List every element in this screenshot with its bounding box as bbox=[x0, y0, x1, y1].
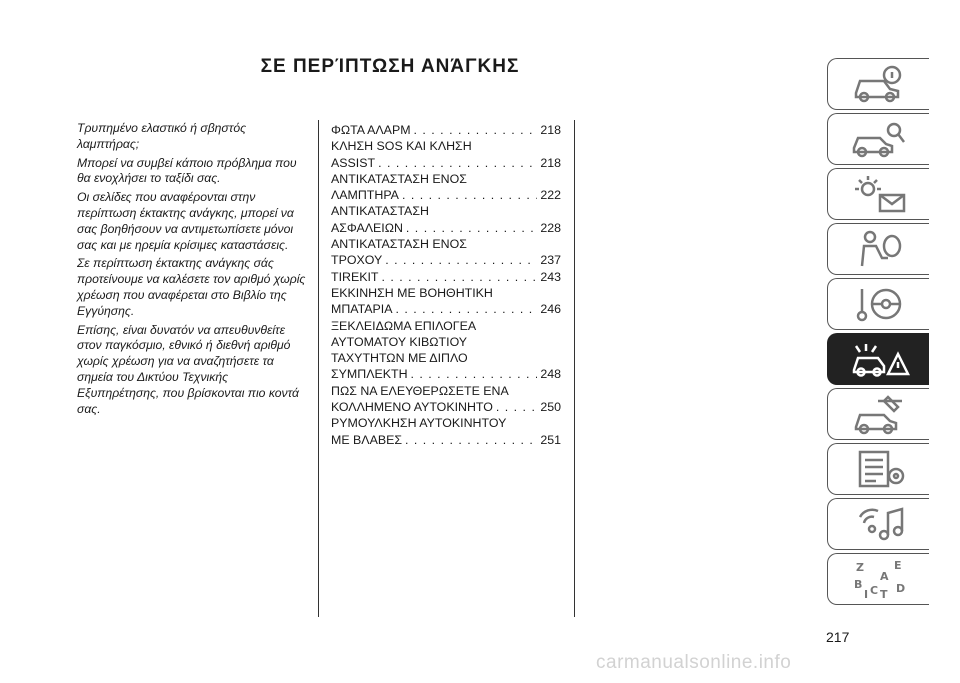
intro-text bbox=[77, 121, 309, 420]
table-of-contents bbox=[331, 122, 561, 448]
index-letter: E bbox=[893, 559, 902, 572]
toc-entry[interactable] bbox=[331, 122, 561, 138]
toc-leader-dots bbox=[396, 301, 538, 317]
emergency-car-icon bbox=[848, 338, 910, 380]
toc-entry-title: ΣΥΜΠΛΕΚΤΗ bbox=[331, 367, 408, 382]
toc-page-number: 246 bbox=[540, 302, 561, 317]
toc-entry-row bbox=[331, 252, 561, 268]
toc-page-number: 250 bbox=[540, 400, 561, 415]
toc-page-number: 218 bbox=[540, 155, 561, 170]
tab-index[interactable] bbox=[827, 553, 929, 605]
toc-entry-title-line: ΤΑΧΥΤΗΤΩΝ ΜΕ ΔΙΠΛΟ bbox=[331, 351, 468, 366]
toc-leader-dots bbox=[378, 155, 537, 171]
toc-entry-title: ASSIST bbox=[331, 155, 376, 170]
toc-leader-dots bbox=[496, 399, 537, 415]
car-key-icon bbox=[848, 118, 910, 160]
intro-paragraph: Σε περίπτωση έκτακτης ανάγκης σάς προτείνουμε να καλέσετε τον αριθμό χωρίς χρέωση που αναφέρεται στο Βιβλίο της Εγγύησης. bbox=[77, 256, 306, 318]
toc-entry-title-line: ΡΥΜΟΥΛΚΗΣΗ ΑΥΤΟΚΙΝΗΤΟΥ bbox=[331, 416, 507, 431]
toc-entry[interactable] bbox=[331, 236, 561, 269]
toc-entry-title-line: ΑΝΤΙΚΑΤΑΣΤΑΣΗ ΕΝΟΣ bbox=[331, 237, 467, 252]
toc-entry-title-line: ΠΩΣ ΝΑ ΕΛΕΥΘΕΡΩΣΕΤΕ ΕΝΑ bbox=[331, 383, 509, 398]
warning-lights-icon bbox=[848, 173, 910, 215]
toc-entry-row bbox=[331, 432, 561, 448]
toc-page-number: 243 bbox=[540, 269, 561, 284]
index-letter: T bbox=[879, 588, 888, 600]
multimedia-icon bbox=[848, 503, 910, 545]
toc-entry-row bbox=[331, 301, 561, 317]
toc-leader-dots bbox=[414, 122, 538, 138]
toc-entry[interactable] bbox=[331, 285, 561, 318]
tab-maintenance[interactable] bbox=[827, 388, 929, 440]
index-letter: C bbox=[869, 584, 878, 597]
toc-entry-row bbox=[331, 269, 561, 285]
tab-steering-wheel[interactable] bbox=[827, 278, 929, 330]
toc-entry[interactable] bbox=[331, 138, 561, 171]
chapter-tabs bbox=[827, 58, 929, 608]
page-number: 217 bbox=[826, 629, 850, 645]
toc-entry-title: ΑΣΦΑΛΕΙΩΝ bbox=[331, 220, 403, 235]
toc-entry[interactable] bbox=[331, 269, 561, 285]
toc-page-number: 228 bbox=[540, 220, 561, 235]
toc-entry-row bbox=[331, 187, 561, 203]
index-letter: B bbox=[853, 578, 862, 591]
tab-car-key[interactable] bbox=[827, 113, 929, 165]
toc-page-number: 222 bbox=[540, 188, 561, 203]
toc-entry-title: TIREKIT bbox=[331, 269, 379, 284]
toc-entry-title-line: ΚΛΗΣΗ SOS ΚΑΙ ΚΛΗΣΗ bbox=[331, 139, 472, 154]
intro-paragraph: Οι σελίδες που αναφέρονται στην περίπτωση έκτακτης ανάγκης, μπορεί να σας βοηθήσουν να αντιμετωπίσετε μόνοι σας και με ηρεμία κρίσιμες καταστάσεις. bbox=[77, 190, 294, 252]
car-info-icon bbox=[848, 63, 910, 105]
toc-entry-title: ΦΩΤΑ ΑΛΑΡΜ bbox=[331, 123, 411, 137]
index-letter: A bbox=[879, 570, 889, 583]
toc-leader-dots bbox=[406, 220, 537, 236]
toc-entry-title: ΜΕ ΒΛΑΒΕΣ bbox=[331, 432, 403, 447]
toc-entry[interactable] bbox=[331, 383, 561, 416]
steering-wheel-icon bbox=[848, 283, 910, 325]
toc-leader-dots bbox=[382, 269, 538, 285]
toc-page-number: 248 bbox=[540, 367, 561, 382]
toc-leader-dots bbox=[385, 252, 537, 268]
toc-entry-row bbox=[331, 399, 561, 415]
toc-entry[interactable] bbox=[331, 415, 561, 448]
technical-data-icon bbox=[848, 448, 910, 490]
toc-leader-dots bbox=[411, 366, 538, 382]
airbag-safety-icon bbox=[848, 228, 910, 270]
intro-paragraph: Επίσης, είναι δυνατόν να απευθυνθείτε στον παγκόσμιο, εθνικό ή διεθνή αριθμό χωρίς χρέωση για να αναζητήσετε τα σημεία του Δικτύου Τεχνικής Εξυπηρέτησης, που βρίσκονται πιο κοντά σας. bbox=[77, 322, 299, 416]
toc-entry-title: ΚΟΛΛΗΜΕΝΟ ΑΥΤΟΚΙΝΗΤΟ bbox=[331, 400, 493, 415]
toc-page-number: 251 bbox=[540, 432, 561, 447]
watermark: carmanualsonline.info bbox=[596, 652, 792, 673]
toc-page-number: 237 bbox=[540, 253, 561, 268]
intro-paragraph: Μπορεί να συμβεί κάποιο πρόβλημα που θα ενοχλήσει το ταξίδι σας. bbox=[77, 155, 297, 186]
toc-entry-title-line: ΑΝΤΙΚΑΤΑΣΤΑΣΗ bbox=[331, 204, 429, 219]
tab-airbag-safety[interactable] bbox=[827, 223, 929, 275]
toc-entry-title: ΜΠΑΤΑΡΙΑ bbox=[331, 302, 393, 317]
toc-entry-title-line: ΞΕΚΛΕΙΔΩΜΑ ΕΠΙΛΟΓΕΑ bbox=[331, 318, 477, 333]
toc-entry[interactable] bbox=[331, 171, 561, 204]
toc-entry-row bbox=[331, 366, 561, 382]
page-title: ΣΕ ΠΕΡΊΠΤΩΣΗ ΑΝΆΓΚΗΣ bbox=[260, 56, 520, 77]
toc-page-number: 218 bbox=[540, 123, 561, 137]
toc-entry-title: ΛΑΜΠΤΗΡΑ bbox=[331, 188, 399, 203]
toc-entry-title-line: ΑΝΤΙΚΑΤΑΣΤΑΣΗ ΕΝΟΣ bbox=[331, 171, 467, 186]
index-letter: D bbox=[895, 582, 905, 595]
index-letter: I bbox=[863, 588, 868, 600]
intro-paragraph: Τρυπημένο ελαστικό ή σβηστός λαμπτήρας; bbox=[77, 121, 247, 151]
tab-warning-lights[interactable] bbox=[827, 168, 929, 220]
toc-entry-row bbox=[331, 220, 561, 236]
tab-technical-data[interactable] bbox=[827, 443, 929, 495]
toc-entry-title-line: ΑΥΤΟΜΑΤΟΥ ΚΙΒΩΤΙΟΥ bbox=[331, 334, 468, 349]
tab-emergency[interactable] bbox=[827, 333, 929, 385]
tab-multimedia[interactable] bbox=[827, 498, 929, 550]
tab-car-info[interactable] bbox=[827, 58, 929, 110]
toc-entry[interactable] bbox=[331, 203, 561, 236]
maintenance-icon bbox=[848, 393, 910, 435]
toc-entry-row bbox=[331, 122, 561, 138]
column-divider bbox=[574, 120, 575, 617]
toc-leader-dots bbox=[405, 432, 537, 448]
index-icon bbox=[848, 558, 910, 600]
toc-entry-row bbox=[331, 155, 561, 171]
column-divider bbox=[318, 120, 319, 617]
toc-entry-title-line: ΕΚΚΙΝΗΣΗ ΜΕ ΒΟΗΘΗΤΙΚΗ bbox=[331, 285, 493, 300]
toc-entry-title: ΤΡΟΧΟΥ bbox=[331, 253, 383, 268]
toc-entry[interactable] bbox=[331, 318, 561, 383]
toc-leader-dots bbox=[402, 187, 537, 203]
index-letter: Z bbox=[855, 561, 864, 574]
